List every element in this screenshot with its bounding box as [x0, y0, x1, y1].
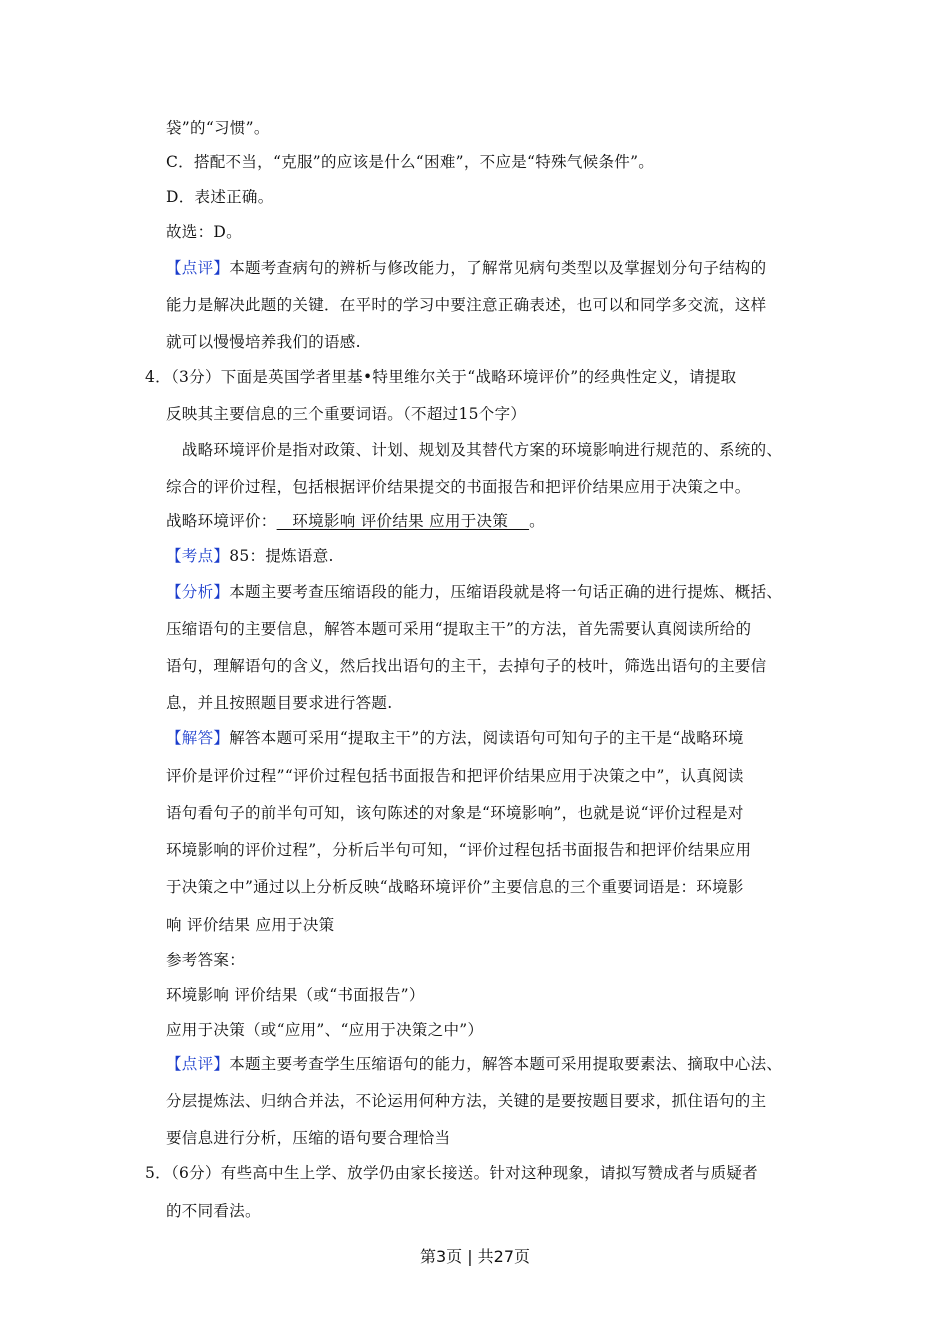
- text-line: [166, 477, 751, 497]
- line-text: 故选：D。: [166, 223, 242, 241]
- line-text: 袋”的“习惯”。: [166, 119, 270, 137]
- text-line: [166, 546, 334, 566]
- line-text: 反映其主要信息的三个重要词语。（不超过15个字）: [166, 405, 527, 423]
- line-text: 环境影响的评价过程”，分析后半句可知，“评价过程包括书面报告和把评价结果应用: [166, 841, 752, 859]
- question-line: [145, 367, 736, 387]
- line-text: 综合的评价过程，包括根据评价结果提交的书面报告和把评价结果应用于决策之中。: [166, 478, 751, 496]
- page-footer: 第3页 | 共27页: [419, 1247, 531, 1266]
- text-line: [166, 1091, 766, 1111]
- text-line: [166, 258, 766, 278]
- line-text: 本题主要考查学生压缩语句的能力，解答本题可采用提取要素法、摘取中心法、: [229, 1055, 783, 1073]
- line-text: 的不同看法。: [166, 1202, 261, 1220]
- section-label: 【点评】: [166, 1055, 230, 1073]
- text-line: [166, 1128, 450, 1148]
- text-line: [166, 295, 766, 315]
- line-text: 本题考查病句的辨析与修改能力，了解常见病句类型以及掌握划分句子结构的: [229, 259, 767, 277]
- line-text: 就可以慢慢培养我们的语感.: [166, 333, 361, 351]
- line-text: 战略环境评价是指对政策、计划、规划及其替代方案的环境影响进行规范的、系统的、: [166, 441, 783, 459]
- line-text-end: 。: [529, 512, 545, 530]
- line-text: 压缩语句的主要信息，解答本题可采用“提取主干”的方法，首先需要认真阅读所给的: [166, 620, 752, 638]
- line-text: 应用于决策（或“应用”、“应用于决策之中”）: [166, 1021, 484, 1039]
- section-label: 【解答】: [166, 729, 230, 747]
- text-line: [166, 1054, 782, 1074]
- answer-underline: 环境影响 评价结果 应用于决策: [276, 512, 530, 530]
- line-text: 环境影响 评价结果（或“书面报告”）: [166, 986, 425, 1004]
- line-text: 语句，理解语句的含义，然后找出语句的主干，去掉句子的枝叶，筛选出语句的主要信: [166, 657, 767, 675]
- text-line: [166, 803, 744, 823]
- line-text: 能力是解决此题的关键．在平时的学习中要注意正确表述，也可以和同学多交流，这样: [166, 296, 767, 314]
- text-line: [166, 222, 242, 242]
- line-text: 解答本题可采用“提取主干”的方法，阅读语句可知句子的主干是“战略环境: [229, 729, 744, 747]
- line-text: 85：提炼语意.: [229, 547, 334, 565]
- line-text: 语句看句子的前半句可知，该句陈述的对象是“环境影响”，也就是说“评价过程是对: [166, 804, 744, 822]
- line-text: D．表述正确。: [166, 188, 274, 206]
- line-text: 战略环境评价：: [166, 512, 277, 530]
- text-line: [166, 332, 361, 352]
- question-line: [145, 1163, 758, 1183]
- text-line: [166, 1201, 261, 1221]
- text-line: [166, 840, 751, 860]
- line-text: 评价是评价过程”“评价过程包括书面报告和把评价结果应用于决策之中”，认真阅读: [166, 767, 744, 785]
- line-text: 要信息进行分析，压缩的语句要合理恰当: [166, 1129, 451, 1147]
- line-text: 于决策之中”通过以上分析反映“战略环境评价”主要信息的三个重要词语是：环境影: [166, 878, 744, 896]
- line-text: 参考答案：: [166, 951, 246, 969]
- text-line: [166, 582, 782, 602]
- line-text: 响 评价结果 应用于决策: [166, 916, 335, 934]
- text-line: [166, 693, 392, 713]
- text-line: [166, 656, 766, 676]
- text-line: [166, 728, 744, 748]
- line-text: 4．（3分）下面是英国学者里基•特里维尔关于“战略环境评价”的经典性定义，请提取: [145, 368, 737, 386]
- text-line: [166, 985, 425, 1005]
- line-text: 5．（6分）有些高中生上学、放学仍由家长接送。针对这种现象，请拟写赞成者与质疑者: [145, 1164, 758, 1182]
- text-line: [166, 877, 744, 897]
- section-label: 【点评】: [166, 259, 230, 277]
- text-line: [166, 440, 782, 460]
- text-line: [166, 1020, 483, 1040]
- line-text: 分层提炼法、归纳合并法，不论运用何种方法，关键的是要按题目要求，抓住语句的主: [166, 1092, 767, 1110]
- text-line: [166, 187, 274, 207]
- text-line: [166, 511, 545, 531]
- text-line: [166, 915, 334, 935]
- text-line: [166, 950, 245, 970]
- line-text: C．搭配不当，“克服”的应该是什么“困难”，不应是“特殊气候条件”。: [166, 153, 655, 171]
- text-line: [166, 619, 751, 639]
- line-text: 本题主要考查压缩语段的能力，压缩语段就是将一句话正确的进行提炼、概括、: [229, 583, 783, 601]
- line-text: 息，并且按照题目要求进行答题.: [166, 694, 393, 712]
- text-line: [166, 766, 744, 786]
- text-line: [166, 118, 270, 138]
- text-line: [166, 404, 526, 424]
- section-label: 【分析】: [166, 583, 230, 601]
- section-label: 【考点】: [166, 547, 230, 565]
- text-line: [166, 152, 654, 172]
